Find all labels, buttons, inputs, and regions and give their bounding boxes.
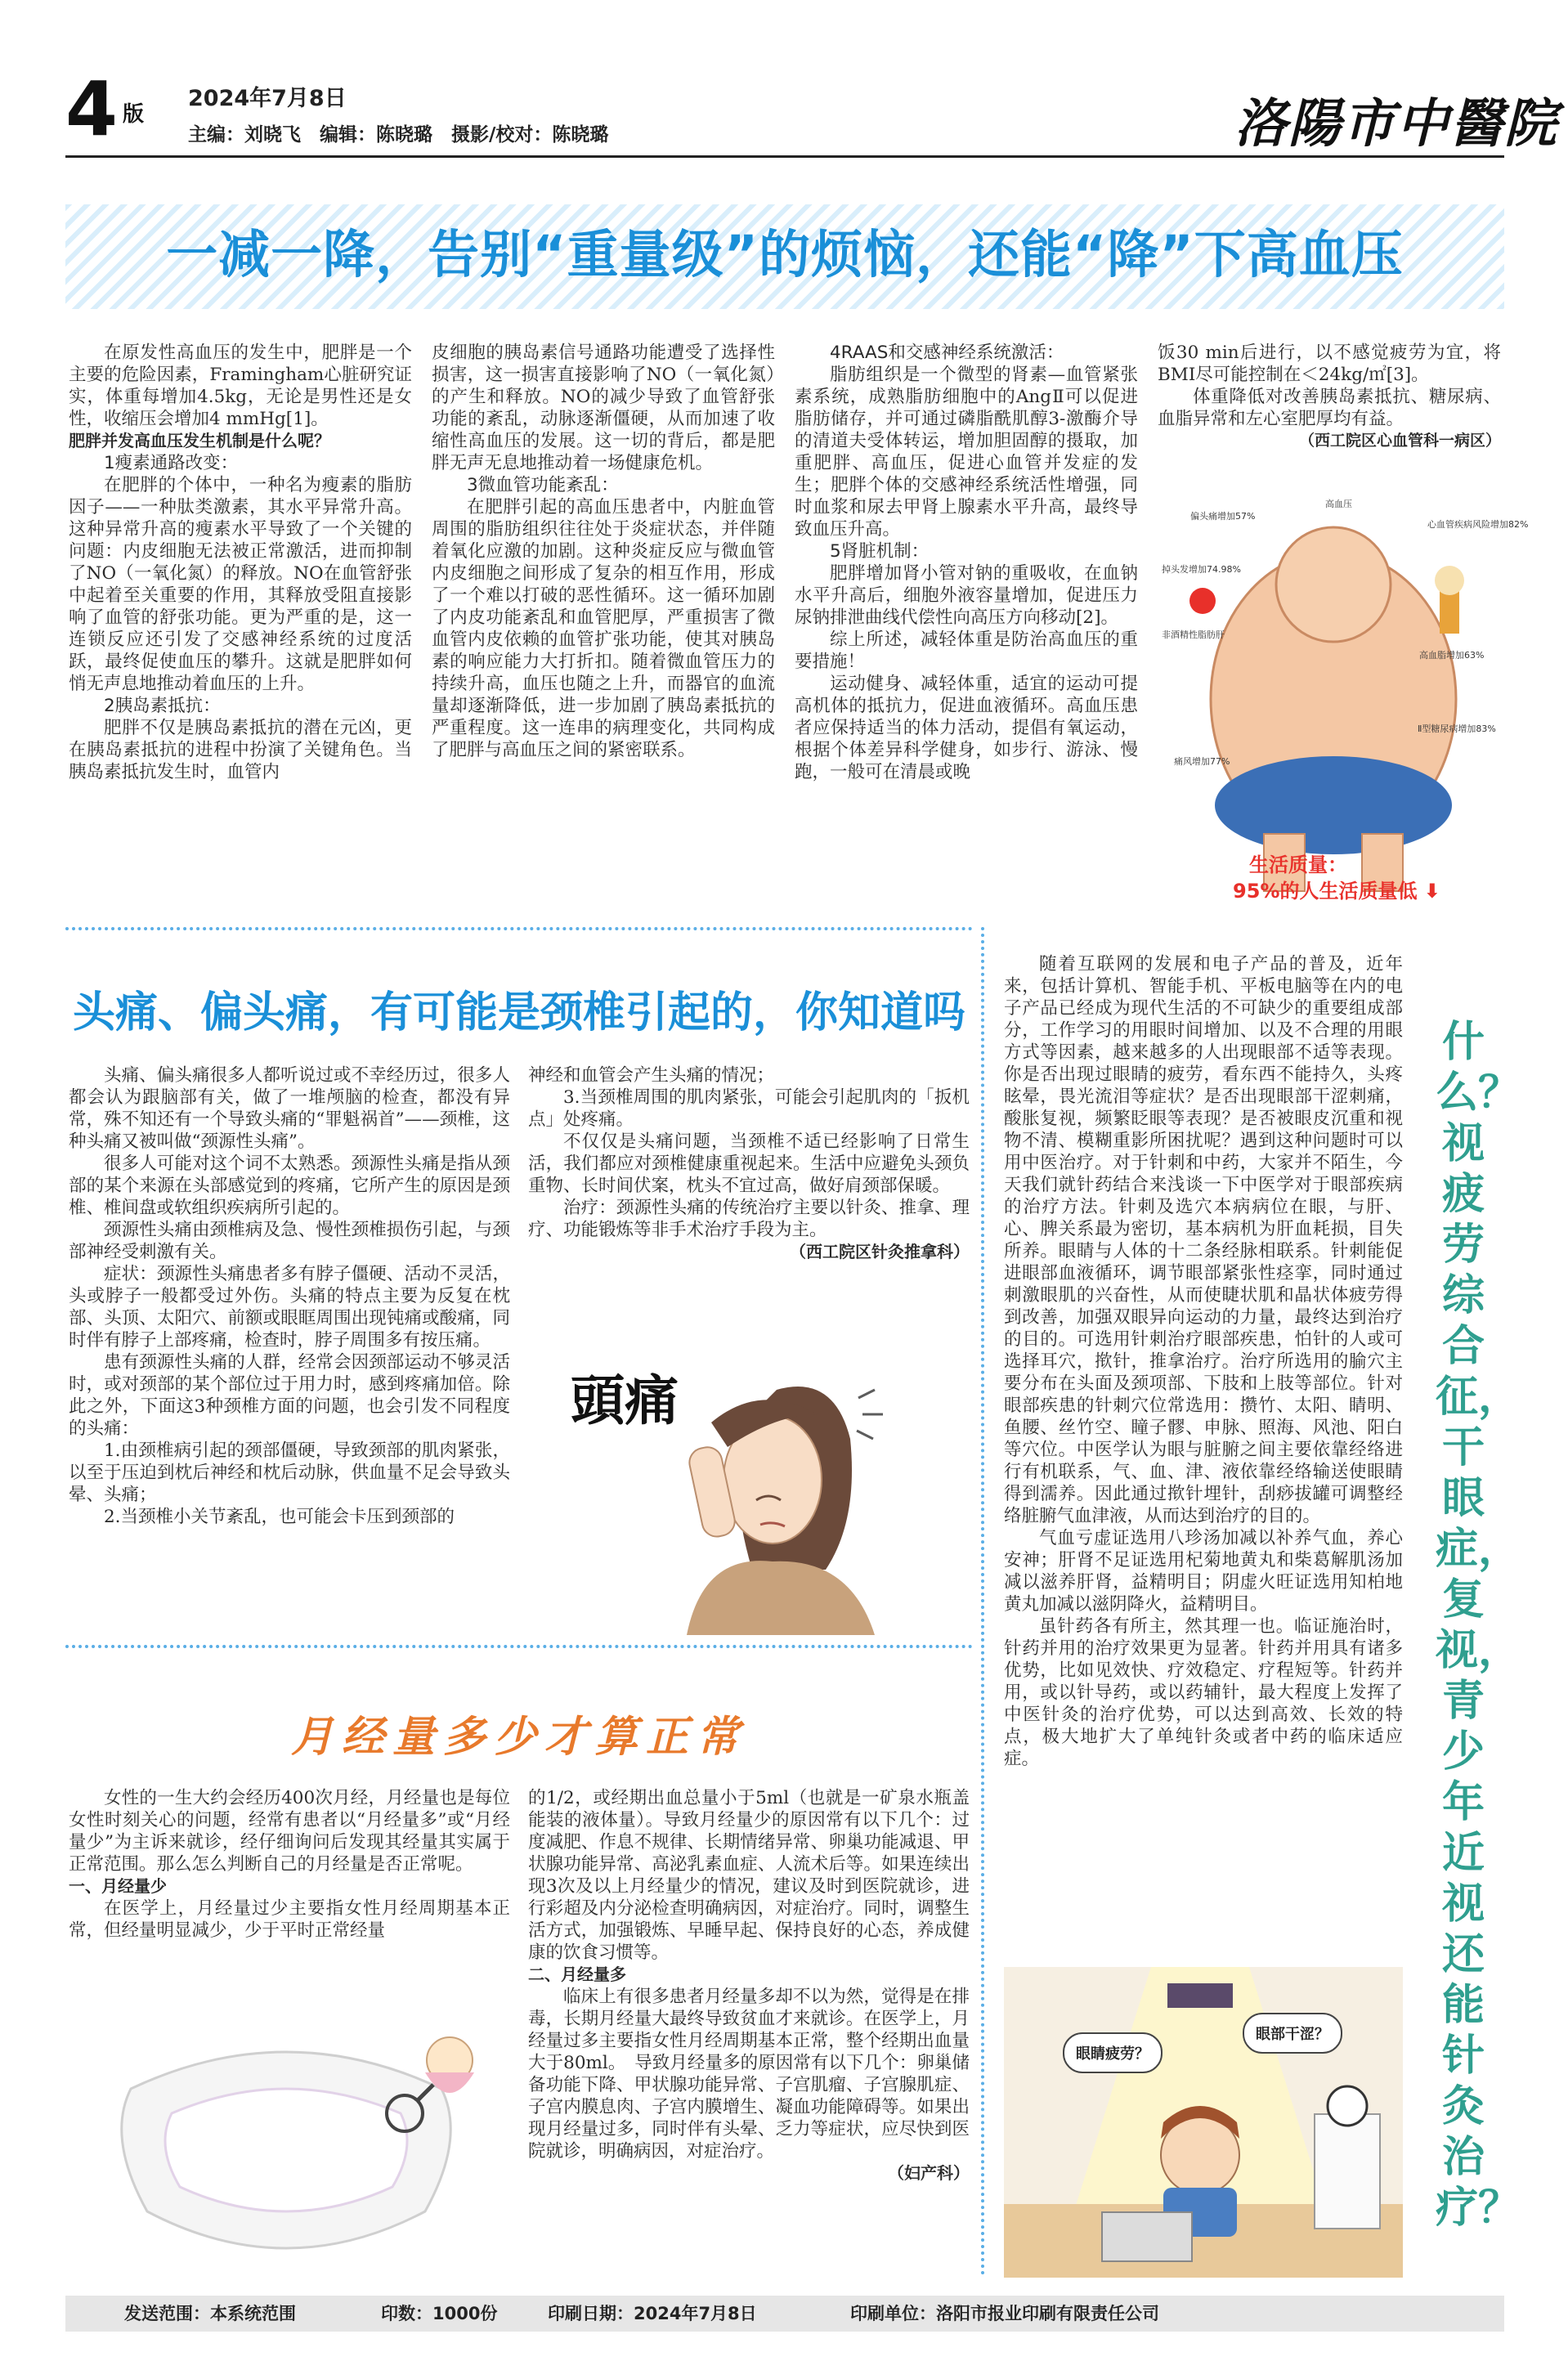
article1-paragraph: 运动健身、减轻体重，适宜的运动可提高机体的抵抗力，促进血液循环。高血压患者应保持适当的体力活动，提倡有氧运动，根据个体差异科学健身，如步行、游泳、慢跑，一般可在清晨或晚 <box>795 674 1138 782</box>
article4-column-1 <box>69 1787 510 1942</box>
shorts-shape <box>1215 756 1452 854</box>
article1-paragraph: 4RAAS和交感神经系统激活： <box>830 343 1064 363</box>
article4-subheading: 二、月经量多 <box>528 1965 626 1984</box>
figure-label: Ⅱ型糖尿病增加83% <box>1418 724 1496 734</box>
figure-label: 高血脂增加63% <box>1419 650 1485 661</box>
footer-bar <box>65 2296 1504 2332</box>
horizontal-divider <box>65 1645 973 1648</box>
obesity-illustration <box>1158 462 1529 916</box>
article1-paragraph: 肥胖增加肾小管对钠的重吸收，在血钠水平升高后，细胞外液容量增加，促进压力尿钠排泄曲线代偿性向高压方向移动[2]。 <box>795 563 1138 628</box>
article2-paragraph: 治疗：颈源性头痛的传统治疗主要以针灸、推拿、理疗、功能锻炼等非手术治疗手段为主。 <box>528 1198 970 1240</box>
figure-caption-2 <box>1233 875 1440 903</box>
figure-label: 掉头发增加74.98% <box>1162 564 1241 575</box>
article2-paragraph: 很多人可能对这个词不太熟悉。颈源性头痛是指从颈部的某个来源在头部感觉到的疼痛，它所产生的原因是颈椎、椎间盘或软组织疾病所引起的。 <box>69 1154 510 1218</box>
article4-paragraph: 在医学上，月经量过少主要指女性月经周期基本正常，但经量明显减少，少于平时正常经量 <box>69 1898 510 1941</box>
article4-subheading: 一、月经量少 <box>69 1876 167 1896</box>
article2-paragraph: 2.当颈椎小关节紊乱，也可能会卡压到颈部的 <box>104 1507 455 1527</box>
article1-paragraph: 在原发性高血压的发生中，肥胖是一个主要的危险因素，Framingham心脏研究证实，体重每增加4.5kg，无论是男性还是女性，收缩压会增加4 mmHg[1]。 <box>69 343 412 429</box>
eye-strain-illustration <box>1004 1967 1403 2278</box>
article1-column-2 <box>432 342 775 761</box>
article1-title: 一减一降，告别“重量级”的烦恼，还能“降”下高血压 <box>166 225 1404 284</box>
article2-column-1 <box>69 1064 510 1528</box>
article1-paragraph: 综上所述，减轻体重是防治高血压的重要措施！ <box>795 629 1138 672</box>
figure-label: 心血管疾病风险增加82% <box>1427 519 1529 530</box>
article1-column-4 <box>1158 342 1501 452</box>
figure-caption-1: 生活质量： <box>1249 853 1347 876</box>
editor-credits: 主编：刘晓飞 编辑：陈晓璐 摄影/校对：陈晓璐 <box>188 124 609 146</box>
article4-paragraph: 临床上有很多患者月经量多却不以为然，觉得是在排毒，长期月经量大最终导致贫血才来就诊。在医学上，月经量过多主要指女性月经周期基本正常，整个经期出血量大于80ml。 导致月经量多的原因常有以下几个：卵巢储备功能下降、甲状腺功能异常、子宫肌瘤、子宫腺肌症、子宫内膜息肉、子宫内膜增生、凝血功能障碍等。如果出现月经量过多，同时伴有头晕、乏力等症状，应尽快到医院就诊，明确病因，对症治疗。 <box>528 1987 970 2162</box>
article2-paragraph: 症状：颈源性头痛患者多有脖子僵硬、活动不灵活，头或脖子一般都受过外伤。头痛的特点主要为反复在枕部、头顶、太阳穴、前额或眼眶周围出现钝痛或酸痛，同时伴有脖子上部疼痛，检查时，脖子周围多有按压痛。 <box>69 1264 510 1351</box>
horizontal-divider <box>65 927 973 930</box>
article1-paragraph: 脂肪组织是一个微型的肾素—血管紧张素系统，成熟脂肪细胞中的AngⅡ可以促进脂肪储存，并可通过磷脂酰肌醇3-激酶介导的清道夫受体转运，增加胆固醇的摄取，加重肥胖、高血压，促进心血管并发症的发生；肥胖个体的交感神经系统活性增强，同时血浆和尿去甲肾上腺素水平升高，最终导致血压升高。 <box>795 365 1138 540</box>
page-number: 4 版 <box>65 65 145 153</box>
speech-bubble-1: 眼睛疲劳？ <box>1063 2032 1163 2073</box>
issue-date: 2024年7月8日 <box>188 86 347 111</box>
vertical-divider <box>981 927 984 2276</box>
article4-column-2 <box>528 1787 970 2184</box>
pad-illustration <box>82 2023 491 2277</box>
article2-title: 头痛、偏头痛，有可能是颈椎引起的，你知道吗 <box>72 988 965 1037</box>
figure-label: 高血压 <box>1325 499 1352 509</box>
article3-paragraph: 随着互联网的发展和电子产品的普及，近年来，包括计算机、智能手机、平板电脑等在内的电子产品已经成为现代生活的不可缺少的重要组成部分，工作学习的用眼时间增加、以及不合理的用眼方式等因素，越来越多的人出现眼部不适等表现。你是否出现过眼睛的疲劳，看东西不能持久，头疼眩晕，畏光流泪等症状？是否出现眼部干涩刺痛，酸胀复视，频繁眨眼等表现？是否被眼皮沉重和视物不清、模糊重影所困扰呢？遇到这种问题时可以用中医治疗。对于针刺和中药，大家并不陌生，今天我们就针药结合来浅谈一下中医学对于眼部疾病的治疗方法。针刺及选穴本病病位在眼，与肝、心、脾关系最为密切，基本病机为肝血耗损，目失所养。眼睛与人体的十二条经脉相联系。针刺能促进眼部血液循环，调节眼部紧张性痉挛，同时通过刺激眼肌的兴奋性，从而使睫状肌和晶状体疲劳得到改善，加强双眼异向运动的力量，最终达到治疗的目的。可选用针刺治疗眼部疾患，怕针的人或可选择耳穴，揿针，推拿治疗。治疗所选用的腧穴主要分布在头面及颈项部、下肢和上肢等部位。针对眼部疾患的针刺穴位常选用：攒竹、太阳、睛明、鱼腰、丝竹空、瞳子髎、申脉、照海、风池、阳白等穴位。中医学认为眼与脏腑之间主要依靠经络进行有机联系，气、血、津、液依靠经络输送使眼睛得到濡养。因此通过揿针埋针，刮痧拔罐可调整经络脏腑气血津液，从而达到治疗的目的。 <box>1004 954 1403 1526</box>
article1-subheading: 肥胖并发高血压发生机制是什么呢？ <box>69 431 330 450</box>
article1-column-3 <box>795 342 1138 783</box>
footer-copies: 印数：1000份 <box>381 2304 498 2323</box>
down-arrow-icon: ⬇ <box>1417 880 1440 903</box>
footer-scope: 发送范围：本系统范围 <box>124 2304 296 2323</box>
article4-paragraph: 女性的一生大约会经历400次月经，月经量也是每位女性时刻关心的问题，经常有患者以“月经量多”或“月经量少”为主诉来就诊，经仔细询问后发现其经量其实属于正常范围。那么怎么判断自己的月经量是否正常呢。 <box>69 1788 510 1875</box>
figure-label: 痛风增加77% <box>1174 756 1230 767</box>
speech-bubble-2: 眼部干涩？ <box>1243 2013 1342 2054</box>
footer-printer: 印刷单位：洛阳市报业印刷有限责任公司 <box>850 2304 1159 2323</box>
article1-column-1 <box>69 342 412 783</box>
article3-paragraph: 气血亏虚证选用八珍汤加减以补养气血，养心安神；肝肾不足证选用杞菊地黄丸和柴葛解肌汤加减以滋养肝肾，益精明目；阴虚火旺证选用知柏地黄丸加减以滋阴降火，益精明目。 <box>1004 1528 1403 1615</box>
headache-image-text: 頭痛 <box>571 1369 679 1432</box>
article1-paragraph: 体重降低对改善胰岛素抵抗、糖尿病、血脂异常和左心室肥厚均有益。 <box>1158 387 1501 429</box>
article1-paragraph: 在肥胖引起的高血压患者中，内脏血管周围的脂肪组织往往处于炎症状态，并伴随着氧化应激的加剧。这种炎症反应与微血管内皮细胞之间形成了复杂的相互作用，形成了一个难以打破的恶性循环。这一循环加剧了内皮功能紊乱和血管肥厚，严重损害了微血管内皮依赖的血管扩张功能，使其对胰岛素的响应能力大打折扣。随着微血管压力的持续升高，血压也随之上升，而器官的血流量却逐渐降低，进一步加剧了胰岛素抵抗的严重程度。这一连串的病理变化，共同构成了肥胖与高血压之间的紧密联系。 <box>432 497 775 760</box>
figure-label: 偏头痛增加57% <box>1190 511 1256 522</box>
article2-column-2 <box>528 1064 970 1263</box>
article1-paragraph: 3微血管功能紊乱： <box>467 475 619 495</box>
article1-paragraph: 皮细胞的胰岛素信号通路功能遭受了选择性损害，这一损害直接影响了NO（一氧化氮）的产生和释放。NO的减少导致了血管舒张功能的紊乱，动脉逐渐僵硬，从而加速了收缩性高血压的发展。这一切的背后，都是肥胖无声无息地推动着一场健康危机。 <box>432 343 775 473</box>
article1-paragraph: 5肾脏机制： <box>830 541 930 562</box>
article2-signature: （西工院区针灸推拿科） <box>790 1242 970 1261</box>
header-rule <box>65 155 1504 158</box>
article4-paragraph: 的1/2，或经期出血总量小于5ml（也就是一矿泉水瓶盖能装的液体量）。导致月经量少的原因常有以下几个：过度减肥、作息不规律、长期情绪异常、卵巢功能减退、甲状腺功能异常、高泌乳素血症、人流术后等。如果连续出现3次及以上月经量少的情况，建议及时到医院就诊，进行彩超及内分泌检查明确病因，对症治疗。同时，调整生活方式，加强锻炼、早睡早起、保持良好的心态，养成健康的饮食习惯等。 <box>528 1788 970 1963</box>
article2-paragraph: 颈源性头痛由颈椎病及急、慢性颈椎损伤引起，与颈部神经受刺激有关。 <box>69 1220 510 1262</box>
article1-paragraph: 2胰岛素抵抗： <box>104 696 221 716</box>
article2-paragraph: 1.由颈椎病引起的颈部僵硬，导致颈部的肌肉紧张，以至于压迫到枕后神经和枕后动脉，供血量不足会导致头晕、头痛； <box>69 1440 510 1505</box>
article3-vertical-title: 什么？视疲劳综合征，干眼症，复视，青少年近视还能针灸治疗？ <box>1436 1018 1521 2233</box>
article2-paragraph: 神经和血管会产生头痛的情况； <box>528 1065 775 1086</box>
article1-paragraph: 肥胖不仅是胰岛素抵抗的潜在元凶，更在胰岛素抵抗的进程中扮演了关键角色。当胰岛素抵抗发生时，血管内 <box>69 718 412 782</box>
footer-print-date: 印刷日期：2024年7月8日 <box>548 2304 757 2323</box>
article2-paragraph: 头痛、偏头痛很多人都听说过或不幸经历过，很多人都会认为跟脑部有关，做了一堆颅脑的检查，都没有异常，殊不知还有一个导致头痛的“罪魁祸首”——颈椎，这种头痛又被叫做“颈源性头痛”。 <box>69 1065 510 1152</box>
figure-label: 非酒精性脂肪肝 <box>1162 629 1225 640</box>
article1-paragraph: 在肥胖的个体中，一种名为瘦素的脂肪因子——一种肽类激素，其水平异常升高。这种异常升高的瘦素水平导致了一个关键的问题：内皮细胞无法被正常激活，进而抑制了NO（一氧化氮）的释放。NO在血管舒张中起着至关重要的作用，其释放受阻直接影响了血管的舒张功能。更为严重的是，这一连锁反应还引发了交感神经系统的过度活跃，最终促使血压的攀升。这就是肥胖如何悄无声息地推动着血压的上升。 <box>69 475 412 694</box>
article4-signature: （妇产科） <box>888 2163 970 2183</box>
head-shape <box>1276 527 1391 642</box>
page-number-suffix: 版 <box>123 101 145 127</box>
article2-paragraph: 不仅仅是头痛问题，当颈椎不适已经影响了日常生活，我们都应对颈椎健康重视起来。生活中应避免头颈负重物、长时间伏案，枕头不宜过高，做好肩颈部保暖。 <box>528 1131 970 1196</box>
article4-title: 月经量多少才算正常 <box>290 1712 747 1762</box>
masthead-logo: 洛陽市中醫院 <box>1234 93 1558 155</box>
article1-paragraph: 饭30 min后进行，以不感觉疲劳为宜，将BMI尽可能控制在＜24kg/㎡[3]。 <box>1158 343 1501 385</box>
article3-paragraph: 虽针药各有所主，然其理一也。临证施治时，针药并用的治疗效果更为显著。针药并用具有诸多优势，比如见效快、疗效稳定、疗程短等。针药并用，或以针导药，或以药辅针，最大程度上发挥了中医针灸的治疗优势，可以达到高效、长效的特点，极大地扩大了单纯针灸或者中药的临床适应症。 <box>1004 1616 1403 1769</box>
article2-paragraph: 3.当颈椎周围的肌肉紧张，可能会引起肌肉的「扳机点」处疼痛。 <box>528 1087 970 1130</box>
article1-signature: （西工院区心血管科一病区） <box>1298 432 1501 450</box>
article1-paragraph: 1瘦素通路改变： <box>104 453 239 473</box>
figure-caption-2-text: 95%的人生活质量低 <box>1233 880 1418 903</box>
article3-body <box>1004 953 1403 1770</box>
article2-paragraph: 患有颈源性头痛的人群，经常会因颈部运动不够灵活时，或对颈部的某个部位过于用力时，感到疼痛加倍。除此之外，下面这3种颈椎方面的问题，也会引发不同程度的头痛： <box>69 1352 510 1439</box>
